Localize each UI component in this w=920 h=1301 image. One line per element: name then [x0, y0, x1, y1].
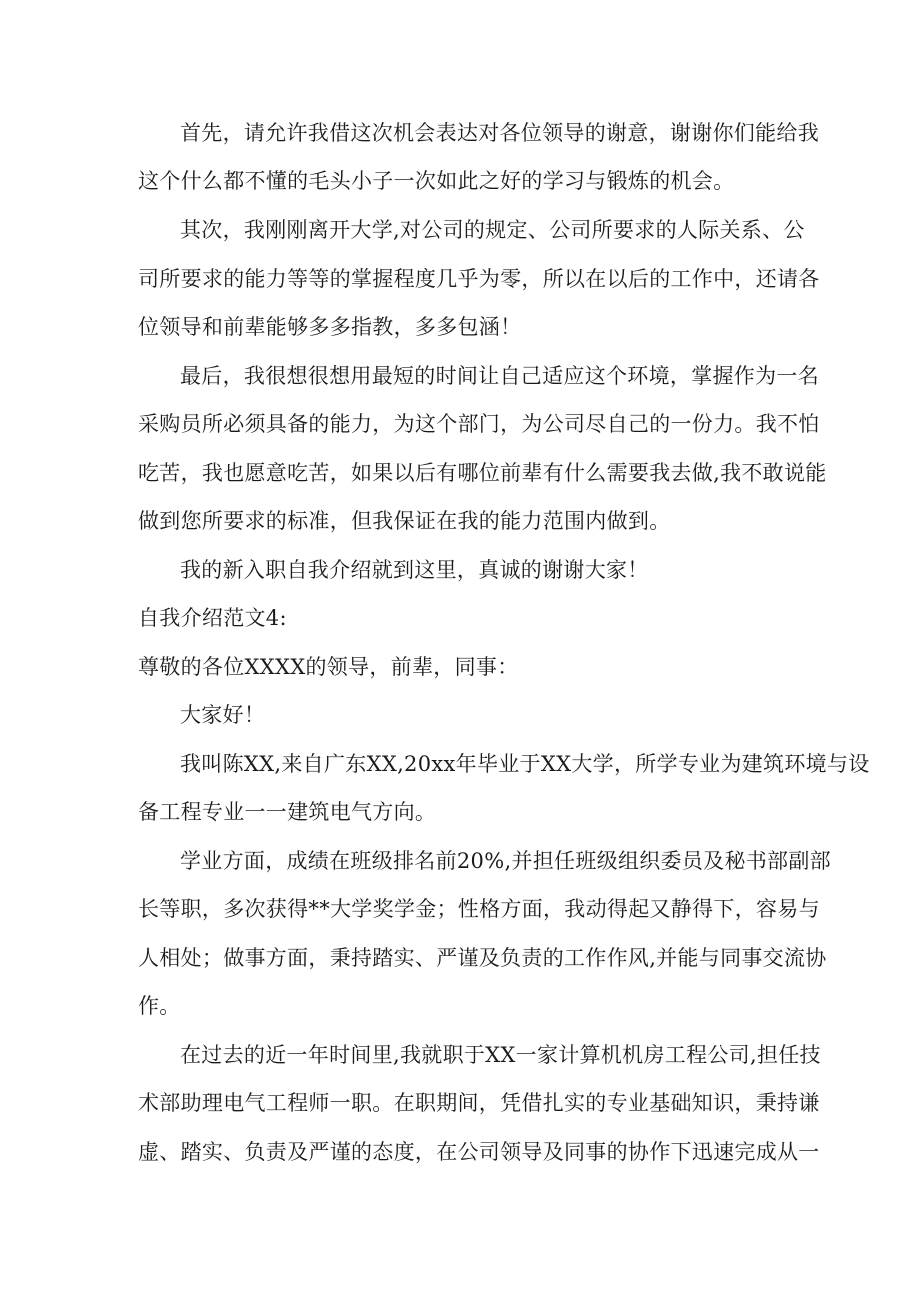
paragraph-line: 长等职，多次获得**大学奖学金；性格方面，我动得起又静得下，容易与: [138, 897, 820, 921]
paragraph-line: 人相处；做事方面，秉持踏实、严谨及负责的工作作风,并能与同事交流协: [138, 946, 827, 970]
paragraph-line: 在过去的近一年时间里,我就职于XX一家计算机机房工程公司,担任技: [180, 1043, 821, 1067]
paragraph-line: 最后，我很想很想用最短的时间让自己适应这个环境，掌握作为一名: [180, 364, 819, 388]
paragraph-line: 司所要求的能力等等的掌握程度几乎为零，所以在以后的工作中，还请各: [138, 267, 820, 291]
paragraph-line: 吃苦，我也愿意吃苦，如果以后有哪位前辈有什么需要我去做,我不敢说能: [138, 461, 827, 485]
paragraph-line: 其次，我刚刚离开大学,对公司的规定、公司所要求的人际关系、公: [180, 218, 805, 242]
paragraph-line: 作。: [138, 994, 181, 1018]
paragraph-line: 位领导和前辈能够多多指教，多多包涵！: [138, 315, 522, 339]
paragraph-line: 备工程专业一一建筑电气方向。: [138, 800, 437, 824]
paragraph-line: 术部助理电气工程师一职。在职期间，凭借扎实的专业基础知识，秉持谦: [138, 1091, 820, 1115]
paragraph-line: 虚、踏实、负责及严谨的态度，在公司领导及同事的协作下迅速完成从一: [138, 1140, 820, 1164]
paragraph-line: 采购员所必须具备的能力，为这个部门，为公司尽自己的一份力。我不怕: [138, 412, 820, 436]
paragraph-line: 首先，请允许我借这次机会表达对各位领导的谢意，谢谢你们能给我: [180, 121, 819, 145]
salutation: 尊敬的各位XXXX的领导，前辈，同事：: [138, 655, 519, 679]
greeting: 大家好！: [180, 703, 266, 727]
paragraph-line: 这个什么都不懂的毛头小子一次如此之好的学习与锻炼的机会。: [138, 169, 735, 193]
paragraph-line: 学业方面，成绩在班级排名前20%,并担任班级组织委员及秘书部副部: [180, 849, 831, 873]
paragraph-line: 我叫陈XX,来自广东XX,20xx年毕业于XX大学，所学专业为建筑环境与设: [180, 752, 870, 776]
section-heading: 自我介绍范文4:: [138, 606, 287, 630]
paragraph-line: 做到您所要求的标准，但我保证在我的能力范围内做到。: [138, 509, 671, 533]
paragraph-line: 我的新入职自我介绍就到这里，真诚的谢谢大家！: [180, 558, 649, 582]
